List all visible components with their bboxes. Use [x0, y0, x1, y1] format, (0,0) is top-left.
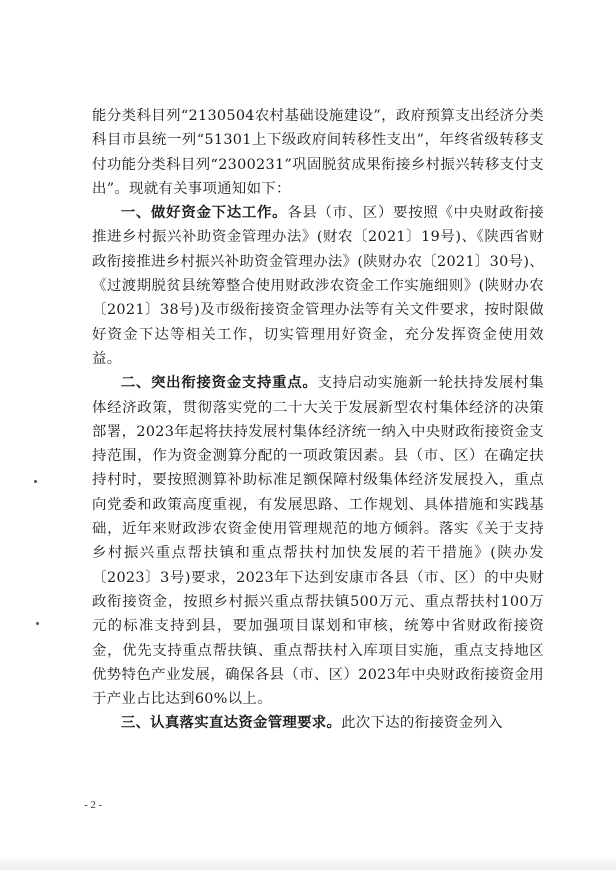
scan-speck: [34, 480, 37, 483]
section-three-paragraph: [92, 711, 544, 735]
section-heading: 一、做好资金下达工作。: [120, 204, 288, 222]
scan-speck: [36, 622, 39, 625]
paragraph-text: 各县（市、区）要按照《中央财政衔接推进乡村振兴补助资金管理办法》(财农〔2021〕19号)、《陕西省财政衔接推进乡村振兴补助资金管理办法》(陕财办农〔2021〕30号)、《过渡期脱贫县统筹整合使用财政涉农资金工作实施细则》(陕财办农〔2021〕38号)及市级衔接资金管理办法等有关文件要求，按时限做好资金下达等相关工作，切实管理用好资金，充分发挥资金使用效益。: [92, 205, 544, 367]
page-bottom-edge: [0, 856, 616, 870]
intro-paragraph: [92, 104, 544, 201]
page-number: - 2 -: [84, 799, 103, 811]
paragraph-text: 此次下达的衔接资金列入: [341, 715, 503, 732]
body-text: [92, 104, 544, 736]
section-heading: 三、认真落实直达资金管理要求。: [120, 714, 342, 732]
section-heading: 二、突出衔接资金支持重点。: [120, 374, 318, 392]
paragraph-text: 能分类科目列“2130504农村基础设施建设”，政府预算支出经济分类科目市县统一列“51301上下级政府间转移性支出”，年终省级转移支付功能分类科目列“2300231”巩固脱贫成果衔接乡村振兴转移支付支出”。现就有关事项通知如下：: [92, 108, 544, 197]
paragraph-text: 支持启动实施新一轮扶持发展村集体经济政策，贯彻落实党的二十大关于发展新型农村集体经济的决策部署，2023年起将扶持发展村集体经济统一纳入中央财政衔接资金支持范围，作为资金测算分配的一项政策因素。县（市、区）在确定扶持村时，要按照测算补助标准足额保障村级集体经济发展投入，重点向党委和政策高度重视，有发展思路、工作规划、具体措施和实践基础，近年来财政涉农资金使用管理规范的地方倾斜。落实《关于支持乡村振兴重点帮扶镇和重点帮扶村加快发展的若干措施》(陕办发〔2023〕3号)要求，2023年下达到安康市各县（市、区）的中央财政衔接资金，按照乡村振兴重点帮扶镇500万元、重点帮扶村100万元的标准支持到县，要加强项目谋划和审核，统筹中省财政衔接资金，优先支持重点帮扶镇、重点帮扶村入库项目实施，重点支持地区优势特色产业发展，确保各县（市、区）2023年中央财政衔接资金用于产业占比达到60%以上。: [92, 375, 544, 708]
section-two-paragraph: [92, 371, 544, 711]
section-one-paragraph: [92, 201, 544, 371]
